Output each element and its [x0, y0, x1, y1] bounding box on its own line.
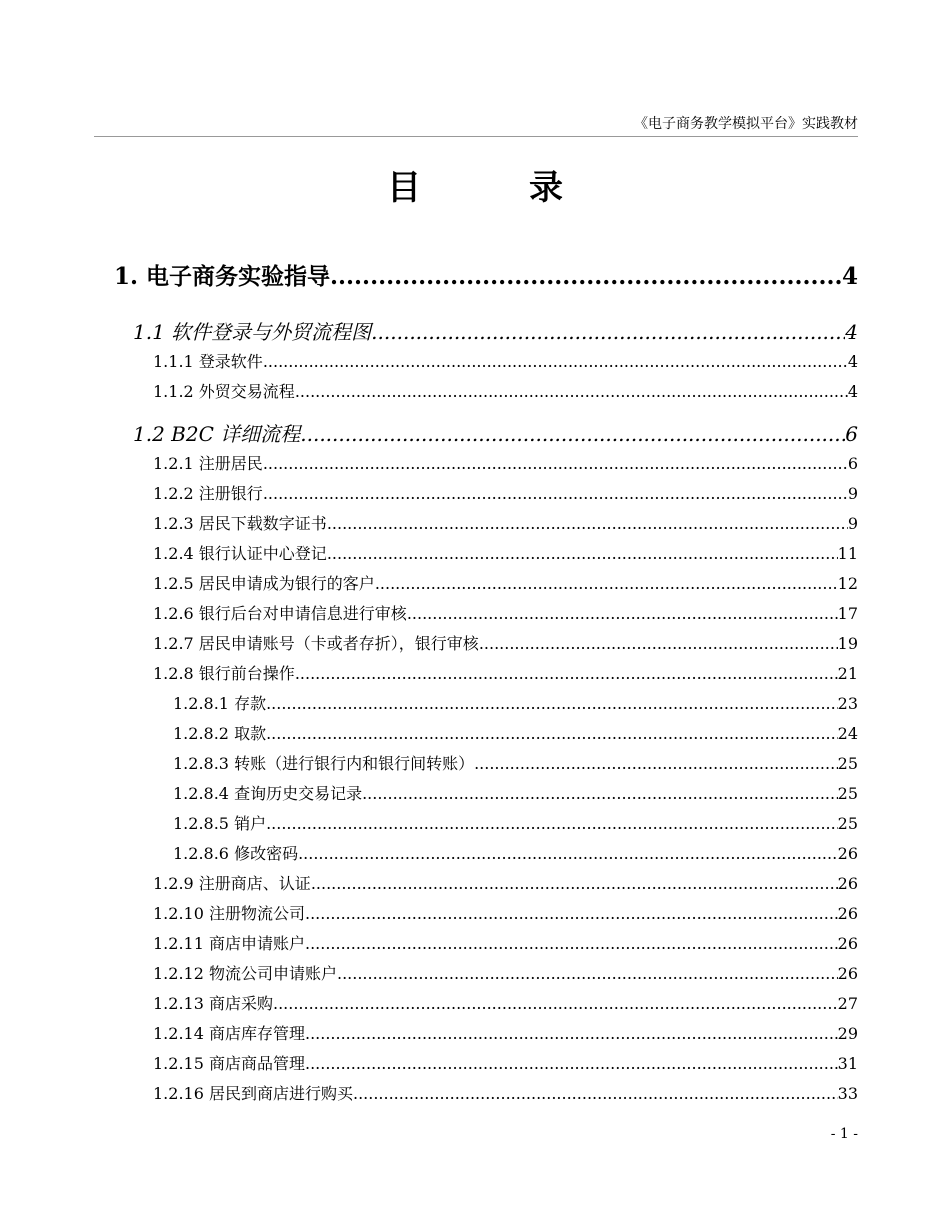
toc-leader [305, 1054, 838, 1073]
toc-entry-level3[interactable] [153, 1051, 858, 1074]
toc-label: 1.2.2 注册银行 [153, 484, 263, 503]
toc-page: 12 [837, 574, 858, 593]
toc-label: 1.2.8.2 取款 [173, 724, 267, 743]
toc-entry-level4[interactable] [173, 721, 858, 744]
toc-label: 1.2.3 居民下载数字证书 [153, 514, 327, 533]
toc-entry-level2[interactable] [133, 316, 858, 345]
toc-label: 1.2.13 商店采购 [153, 994, 273, 1013]
toc-entry-level3[interactable] [153, 961, 858, 984]
toc-entry-level3[interactable] [153, 871, 858, 894]
toc-label: 1.2.15 商店商品管理 [153, 1054, 305, 1073]
toc-entry-level1[interactable] [114, 258, 858, 291]
toc-page: 33 [837, 1084, 858, 1103]
toc-entry-level4[interactable] [173, 781, 858, 804]
toc-label: 1.2.8.6 修改密码 [173, 844, 299, 863]
toc-label: 1.2.14 商店库存管理 [153, 1024, 305, 1043]
toc-entry-level4[interactable] [173, 811, 858, 834]
toc-page: 9 [847, 484, 858, 503]
toc-page: 26 [837, 934, 858, 953]
page-title [0, 160, 950, 209]
toc-label: 1.2.6 银行后台对申请信息进行审核 [153, 604, 407, 623]
toc-page: 26 [837, 844, 858, 863]
toc-label: 1.1.1 登录软件 [153, 352, 263, 371]
toc-label: 1. 电子商务实验指导 [114, 263, 331, 290]
toc-label: 1.2.7 居民申请账号（卡或者存折），银行审核 [153, 634, 479, 653]
toc-leader [327, 544, 838, 563]
toc-label: 1.2.4 银行认证中心登记 [153, 544, 327, 563]
toc-entry-level3[interactable] [153, 601, 858, 624]
toc-leader [295, 382, 848, 401]
toc-entry-level3[interactable] [153, 349, 858, 372]
toc-label: 1.2.10 注册物流公司 [153, 904, 305, 923]
toc-entry-level3[interactable] [153, 571, 858, 594]
toc-page: 23 [837, 694, 858, 713]
toc-page: 9 [847, 514, 858, 533]
title-char-2: 录 [529, 168, 563, 208]
toc-page: 26 [837, 874, 858, 893]
page-number: - 1 - [830, 1126, 858, 1142]
toc-entry-level4[interactable] [173, 751, 858, 774]
toc-label: 1.2.11 商店申请账户 [153, 934, 305, 953]
toc-page: 6 [845, 422, 858, 446]
toc-label: 1.2.9 注册商店、认证 [153, 874, 311, 893]
toc-label: 1.2 B2C 详细流程 [133, 422, 301, 446]
toc-page: 31 [837, 1054, 858, 1073]
toc-entry-level3[interactable] [153, 481, 858, 504]
toc-page: 4 [841, 263, 858, 290]
toc-page: 19 [837, 634, 858, 653]
toc-leader [330, 263, 842, 290]
toc-page: 4 [845, 320, 858, 344]
toc-leader [305, 1024, 838, 1043]
title-char-1: 目 [387, 168, 421, 208]
toc-page: 11 [837, 544, 858, 563]
toc-leader [295, 664, 838, 683]
toc-label: 1.2.8.3 转账（进行银行内和银行间转账） [173, 754, 475, 773]
toc-entry-level4[interactable] [173, 691, 858, 714]
toc-leader [479, 634, 838, 653]
toc-leader [305, 934, 838, 953]
toc-label: 1.2.12 物流公司申请账户 [153, 964, 337, 983]
toc-entry-level2[interactable] [133, 418, 858, 447]
toc-entry-level3[interactable] [153, 631, 858, 654]
toc-label: 1.1.2 外贸交易流程 [153, 382, 295, 401]
running-header: 《电子商务教学模拟平台》实践教材 [94, 112, 858, 137]
toc-page: 17 [837, 604, 858, 623]
toc-page: 25 [837, 814, 858, 833]
toc-label: 1.2.8.5 销户 [173, 814, 267, 833]
toc-leader [353, 1084, 838, 1103]
toc-page: 4 [847, 352, 858, 371]
toc-entry-level3[interactable] [153, 511, 858, 534]
toc-entry-level4[interactable] [173, 841, 858, 864]
toc-label: 1.2.8.1 存款 [173, 694, 267, 713]
toc-page: 26 [837, 964, 858, 983]
toc-leader [263, 352, 848, 371]
toc-leader [266, 694, 838, 713]
toc-leader [362, 784, 838, 803]
toc-leader [273, 994, 838, 1013]
toc-entry-level3[interactable] [153, 541, 858, 564]
toc-leader [407, 604, 838, 623]
toc-label: 1.2.1 注册居民 [153, 454, 263, 473]
toc-page: 26 [837, 904, 858, 923]
toc-page: 6 [847, 454, 858, 473]
toc-label: 1.1 软件登录与外贸流程图 [133, 320, 372, 344]
toc-leader [263, 454, 848, 473]
toc-entry-level3[interactable] [153, 931, 858, 954]
toc-page: 24 [837, 724, 858, 743]
toc-label: 1.2.16 居民到商店进行购买 [153, 1084, 353, 1103]
toc-leader [300, 422, 845, 446]
toc-entry-level3[interactable] [153, 901, 858, 924]
toc-leader [305, 904, 838, 923]
toc-label: 1.2.8.4 查询历史交易记录 [173, 784, 363, 803]
toc-leader [474, 754, 838, 773]
toc-leader [337, 964, 838, 983]
toc-page: 29 [837, 1024, 858, 1043]
toc-leader [298, 844, 838, 863]
toc-entry-level3[interactable] [153, 991, 858, 1014]
toc-entry-level3[interactable] [153, 661, 858, 684]
toc-leader [327, 514, 848, 533]
toc-leader [375, 574, 838, 593]
toc-leader [263, 484, 848, 503]
toc-page: 25 [837, 784, 858, 803]
toc-page: 4 [847, 382, 858, 401]
toc-page: 21 [837, 664, 858, 683]
toc-leader [311, 874, 838, 893]
toc-leader [371, 320, 845, 344]
toc-entry-level3[interactable] [153, 1081, 858, 1104]
toc-label: 1.2.8 银行前台操作 [153, 664, 295, 683]
toc-leader [266, 724, 838, 743]
toc-entry-level3[interactable] [153, 1021, 858, 1044]
toc-entry-level3[interactable] [153, 451, 858, 474]
toc-leader [266, 814, 838, 833]
toc-page: 27 [837, 994, 858, 1013]
toc-label: 1.2.5 居民申请成为银行的客户 [153, 574, 375, 593]
toc-page: 25 [837, 754, 858, 773]
toc-entry-level3[interactable] [153, 379, 858, 402]
